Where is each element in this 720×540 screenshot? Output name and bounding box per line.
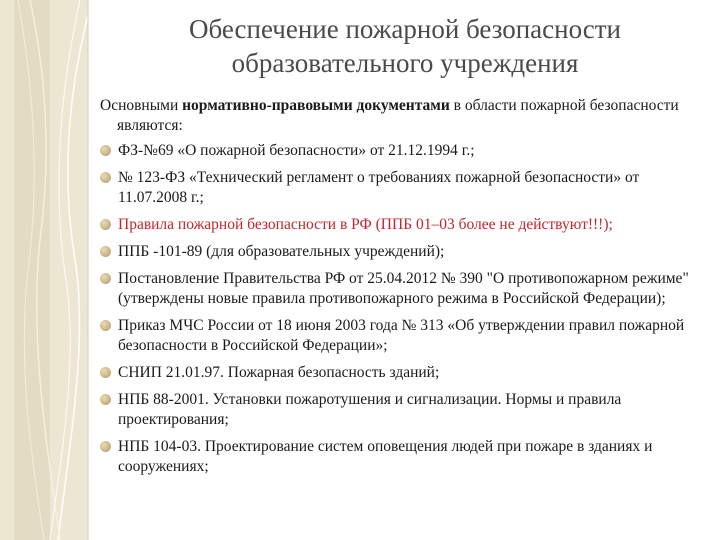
bullet-icon [100,367,111,378]
bullet-icon [100,394,111,405]
list-item-highlighted [100,215,710,235]
documents-list [100,141,710,477]
list-item-text: Правила пожарной безопасности в РФ (ППБ 01–03 более не действуют!!!); [118,216,613,233]
bullet-icon [100,219,111,230]
list-item [100,390,710,430]
intro-suffix: в области пожарной безопасности являются: [117,97,679,134]
list-item [100,437,710,477]
list-item [100,141,710,161]
list-item [100,363,710,383]
list-item-text: Постановление Правительства РФ от 25.04.2012 № 390 "О противопожарном режиме" (утверждены новые правила противопожарного режима в Российской Федерации); [118,270,689,307]
title-line-1: Обеспечение пожарной безопасности [188,14,621,44]
bullet-icon [100,320,111,331]
intro-prefix: Основными [100,97,183,114]
list-item [100,168,710,208]
intro-paragraph [100,96,710,136]
intro-bold: нормативно-правовыми документами [182,97,450,114]
slide-title [95,12,715,80]
bullet-icon [100,273,111,284]
list-item-text: СНИП 21.01.97. Пожарная безопасность зданий; [118,364,440,381]
list-item-text: НПБ 88-2001. Установки пожаротушения и сигнализации. Нормы и правила проектирования; [118,391,622,428]
list-item-text: ППБ -101-89 (для образовательных учреждений); [118,243,445,260]
list-item [100,242,710,262]
list-item-text: Приказ МЧС России от 18 июня 2003 года № 313 «Об утверждении правил пожарной безопасности в Российской Федерации»; [118,317,685,354]
bullet-icon [100,246,111,257]
list-item [100,269,710,309]
title-line-2: образовательного учреждения [231,48,579,78]
bullet-icon [100,441,111,452]
list-item-text: НПБ 104-03. Проектирование систем оповещения людей при пожаре в зданиях и сооружениях; [118,438,653,475]
list-item [100,316,710,356]
slide-content [100,96,710,484]
bullet-icon [100,145,111,156]
bullet-icon [100,172,111,183]
list-item-text: ФЗ-№69 «О пожарной безопасности» от 21.12.1994 г.; [118,142,475,159]
list-item-text: № 123-ФЗ «Технический регламент о требованиях пожарной безопасности» от 11.07.2008 г.; [118,169,640,206]
